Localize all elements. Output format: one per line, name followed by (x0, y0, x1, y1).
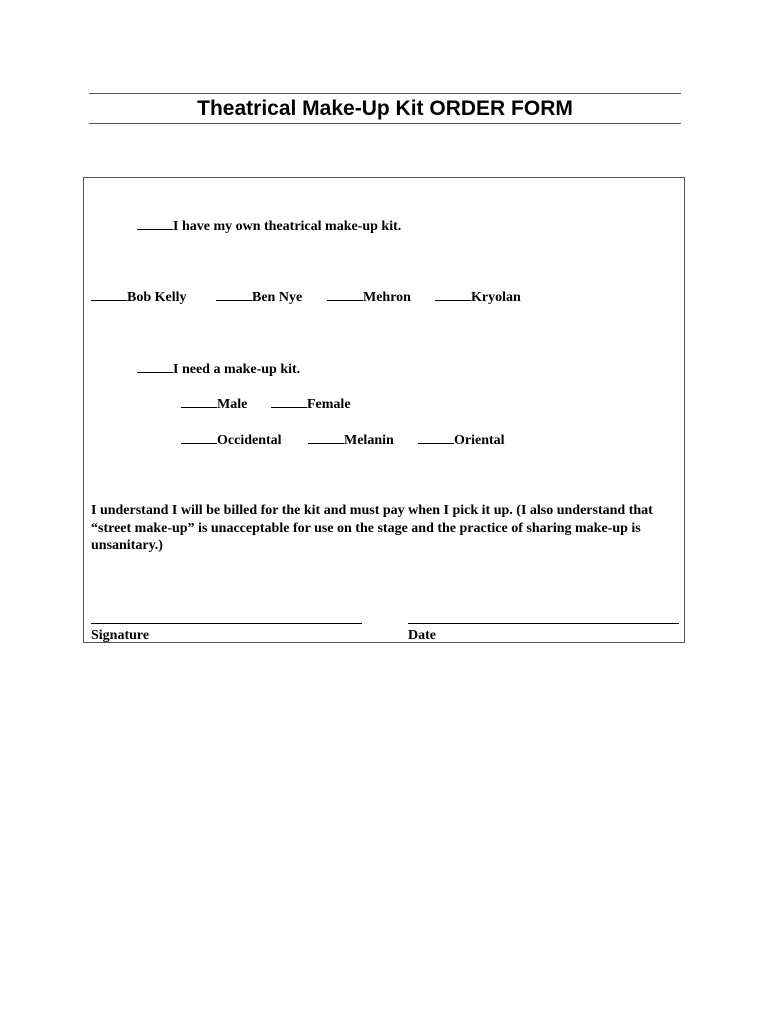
brand-label: Mehron (363, 290, 411, 305)
brand-blank[interactable] (216, 288, 252, 301)
gender-label: Male (217, 397, 248, 412)
brand-blank[interactable] (435, 288, 471, 301)
skin-tone-option-oriental[interactable] (418, 431, 505, 449)
brand-label: Ben Nye (252, 290, 303, 305)
page-title: Theatrical Make-Up Kit ORDER FORM (197, 97, 573, 120)
brand-option-bob-kelly[interactable] (91, 288, 187, 306)
title-top-rule (89, 93, 681, 94)
date-line[interactable] (408, 623, 679, 624)
brand-option-mehron[interactable] (327, 288, 411, 306)
brand-option-kryolan[interactable] (435, 288, 521, 306)
skin-tone-label: Occidental (217, 433, 282, 448)
own-kit-option[interactable] (137, 217, 401, 235)
brand-option-ben-nye[interactable] (216, 288, 302, 306)
signature-label: Signature (91, 628, 150, 643)
skin-tone-label: Melanin (344, 433, 394, 448)
gender-blank[interactable] (271, 395, 307, 408)
need-kit-option[interactable] (137, 360, 300, 378)
gender-label: Female (307, 397, 351, 412)
brand-label: Kryolan (471, 290, 521, 305)
skin-tone-blank[interactable] (308, 431, 344, 444)
skin-tone-blank[interactable] (181, 431, 217, 444)
gender-option-male[interactable] (181, 395, 247, 413)
own-kit-label: I have my own theatrical make-up kit. (173, 219, 402, 234)
brand-blank[interactable] (327, 288, 363, 301)
gender-option-female[interactable] (271, 395, 351, 413)
skin-tone-label: Oriental (454, 433, 505, 448)
skin-tone-option-melanin[interactable] (308, 431, 394, 449)
need-kit-blank[interactable] (137, 360, 173, 373)
need-kit-label: I need a make-up kit. (173, 362, 301, 377)
agreement-text: I understand I will be billed for the kit and must pay when I pick it up. (I also understand that “street make-up” is unacceptable for use on the stage and the practice of sharing make-up is unsanitary.) (91, 503, 653, 553)
gender-blank[interactable] (181, 395, 217, 408)
date-label: Date (408, 628, 436, 643)
brand-blank[interactable] (91, 288, 127, 301)
own-kit-blank[interactable] (137, 217, 173, 230)
skin-tone-option-occidental[interactable] (181, 431, 282, 449)
order-form-box (83, 177, 685, 643)
signature-line[interactable] (91, 623, 362, 624)
title-bottom-rule (89, 123, 681, 124)
brand-label: Bob Kelly (127, 290, 187, 305)
skin-tone-blank[interactable] (418, 431, 454, 444)
